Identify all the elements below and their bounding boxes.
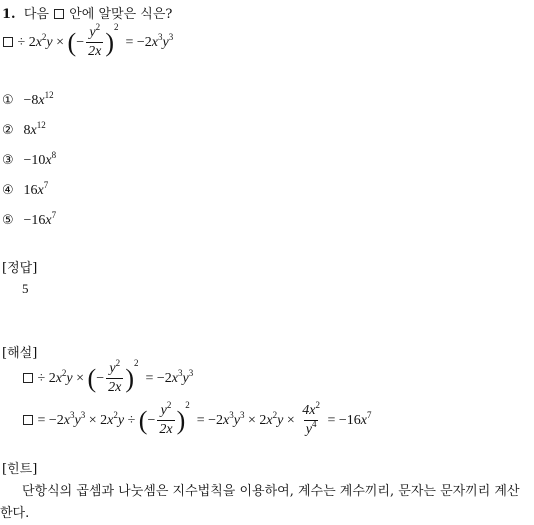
question-text-after: 안에 알맞은 식은? — [69, 7, 173, 22]
question-equation: ÷ $2x^2y$ × (− $\frac{y^2}{2x}$ )$^2 = -2x^3y^3$ — [2, 22, 173, 60]
answer-value: 5 — [22, 281, 29, 296]
explanation-line-1: ÷ $2x^2y$ × (− $\frac{y^2}{2x}$ )$^2 = -2x^3y^3$ — [22, 358, 193, 396]
question-title — [2, 3, 172, 22]
answer-heading: [정답] — [2, 261, 38, 276]
left-paren: ( — [67, 27, 77, 57]
option-1[interactable]: ① $-8x^{12}$ — [2, 90, 54, 108]
explanation-line-2: = $-2x^3y^3 \times 2x^2y$ ÷ (− $\frac{y^2}{2x}$ )$^2 = -2x^3y^3 \times 2x^2y$ × $\frac{4x^2}{y^4}$ = $-16x^7$ — [22, 400, 371, 438]
explanation-heading: [해설] — [2, 346, 38, 361]
blank-box-icon — [23, 415, 33, 425]
fraction: $\frac{y^2}{2x}$ — [88, 22, 102, 60]
hint-text: 단항식의 곱셈과 나눗셈은 지수법칙을 이용하여, 계수는 계수끼리, 문자는 문자끼리 계산한다. — [0, 484, 520, 521]
blank-box-icon — [3, 37, 13, 47]
right-paren: ) — [105, 27, 114, 57]
question-number: 1. — [2, 7, 16, 22]
blank-box-icon — [23, 373, 33, 383]
option-3[interactable]: ③ $-10x^8$ — [2, 150, 57, 168]
blank-box-icon — [54, 9, 64, 19]
option-2[interactable]: ② $8x^{12}$ — [2, 120, 46, 138]
option-4[interactable]: ④ $16x^7$ — [2, 180, 49, 198]
hint-heading: [힌트] — [2, 462, 38, 477]
question-text-before: 다음 — [23, 7, 49, 22]
option-5[interactable]: ⑤ $-16x^7$ — [2, 210, 57, 228]
